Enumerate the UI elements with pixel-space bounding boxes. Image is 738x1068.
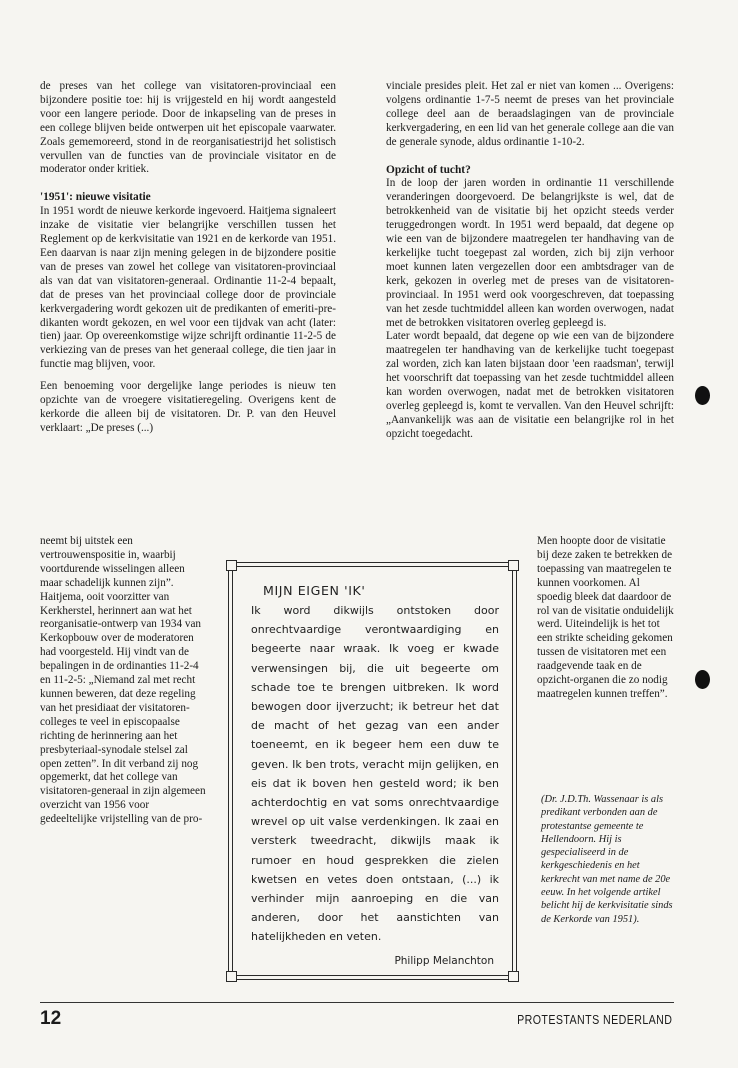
author-bio: (Dr. J.D.Th. Wassenaar is als predikant verbonden aan de protestantse gemeente te Hellendoorn. Hij is gespecialiseerd in de kerkgeschiedenis en het kerkrecht van met name de 20e eeuw. In het volgende artikel belicht hij de kerkvisitatie sinds de Kerkorde van 1951). — [541, 794, 673, 925]
page-number: 12 — [40, 1008, 62, 1029]
col2-paragraph-3-continued: Men hoopte door de visitatie bij deze zaken te betrekken de toepassing van maatregelen te kunnen voorkomen. Al spoedig bleek dat daardoor de rol van de visitatie onduidelijk werd. Uiteindelijk is het tot een strikte scheiding gekomen tussen de visitatoren met een raadgevende taak en de opzicht-organen die zo nodig maatregelen kunnen treffen”. — [537, 535, 674, 700]
binder-hole-dot-lower — [695, 670, 710, 689]
footer-rule — [40, 1002, 674, 1003]
col1-paragraph-2: In 1951 wordt de nieuwe kerkorde ingevoerd. Haitjema signaleert inzake de visitatie vier belangrijke verschillen tussen het Reglement op de kerkvisitatie van 1921 en de kerkorde van 1951. Een daarvan is naar zijn mening gelegen in de bijzondere positie van de preses van zowel het college van visitatoren-provinciaal als van dat van visitatoren-generaal. Ordinantie 11-2-4 bepaalt, dat de preses van het provinciaal college door de provinciale kerkvergadering wordt gekozen uit de predikanten of emeriti-predikanten wordt gekozen, en wel voor een tijdvak van acht (later: tien) jaar. Op overeenkomstige wijze schrijft ordinantie 11-2-5 de verkiezing van de preses van het generaal college, die tien jaar in functie mag blijven, voor. — [40, 205, 336, 371]
col2-paragraph-1: vinciale presides pleit. Het zal er niet van komen ... Overigens: volgens ordinantie 1-7-5 neemt de preses van het provinciale college deel aan de beraadslagingen van de provinciale kerkvergadering, en een lid van het generale college aan die van de generale synode, aldus ordinantie 1-10-2. — [386, 80, 674, 148]
col1-heading: '1951': nieuwe visitatie — [40, 191, 151, 204]
column-right — [386, 80, 674, 442]
column-right-narrow — [537, 535, 674, 702]
col2-paragraph-3: Later wordt bepaald, dat degene op wie een van de bijzondere maatregelen ter handhaving van de kerkelijke tucht toegepast zal worden, zich kan laten bijstaan door 'een raadsman', terwijl het voorschrift dat toepassing van het zesde tuchtmiddel alleen kan worden overwogen, nadat met de betrokken visitatoren overleg gepleegd is, komt te vervallen. Van den Heuvel schrijft: „Aanvankelijk was aan de visitatie een belangrijke rol in het opzicht toegedacht. — [386, 330, 674, 440]
binder-hole-dot-upper — [695, 386, 710, 405]
col2-paragraph-2: In de loop der jaren worden in ordinantie 11 verschillende veranderingen doorgevoerd. De belangrijkste is wel, dat de betrokkenheid van de visitatie bij het opzicht steeds verder teruggedrongen wordt. In 1951 werd bepaald, dat degene op wie een van de bijzondere maatregelen ter handhaving van de kerkelijke tucht toegepast zal worden, zich bij zijn verhoor moet kunnen laten vergezellen door een ambtsdrager van de kerk, gekozen in overleg met de preses van de visitatoren-provinciaal. In 1951 werd ook voorgeschreven, dat toepassing van het zesde tuchtmiddel alleen kan worden overwogen, nadat met de betrokken visitatoren overleg gepleegd is. — [386, 177, 674, 329]
col2-heading: Opzicht of tucht? — [386, 163, 471, 176]
corner-ornament-tl — [226, 560, 237, 571]
column-left — [40, 80, 336, 436]
col1-paragraph-1: de preses van het college van visitatoren-provinciaal een bijzondere positie toe: hij is vrijgesteld en hij wordt aangesteld voor een langere periode. Door de inkapseling van de preses in een college blijven beide ontwerpen uit het episcopale vaarwater. Zoals gememoreerd, stond in de reorganisatiestrijd het solistisch vervullen van de functies van de provinciale visitator en de moderator onder kritiek. — [40, 80, 336, 176]
quote-body: Ik word dikwijls ontstoken door onrechtvaardige verontwaardiging en begeerte naar wraak. Ik voeg er kwade verwensingen bij, die uit begeerte om schade toe te brengen uitbreken. Ik word bewogen door ijverzucht; ik betreur het dat de macht of het gezag van een ander toeneemt, en ik begeer hem een duw te geven. Ik ben trots, veracht mijn gelijken, en eis dat ik boven hen gesteld word; ik ben achterdochtig en vat soms onrechtvaardige wrevel op uit valse verdenkingen. Ik zaai en versterk tweedracht, dikwijls maak ik rumoer en houd gesprekken die zielen kwetsen en vetes doen ontstaan, (...) ik verhinder mijn aanroeping en die van anderen, door het aanstichten van hatelijkheden en veten. — [251, 604, 499, 944]
corner-ornament-br — [508, 971, 519, 982]
corner-ornament-tr — [508, 560, 519, 571]
quote-title: MIJN EIGEN 'IK' — [263, 583, 366, 598]
col1-paragraph-3: Een benoeming voor dergelijke lange periodes is nieuw ten opzichte van de vroegere visitatieregeling. Overigens kent de kerkorde die alleen bij de visitatoren. Dr. P. van den Heuvel verklaart: „De preses (...) — [40, 380, 336, 434]
magazine-name: PROTESTANTS NEDERLAND — [516, 1012, 672, 1027]
column-left-narrow — [40, 535, 208, 827]
col1-paragraph-3-continued: neemt bij uitstek een vertrouwenspositie in, waarbij voortdurende wisselingen alleen maar schadelijk kunnen zijn”. Haitjema, ooit voorzitter van Kerkherstel, herinnert aan wat het reorganisatie-ontwerp van 1934 van Kerkopbouw over de moderatoren had voorgesteld. Hij vindt van de bepalingen in de ordinanties 11-2-4 en 11-2-5: „Niemand zal met recht kunnen beweren, dat deze regeling van het presidiaat der visitatoren-colleges te veel in episcopaalse richting de herinnering aan het presbyteriaal-synodale stelsel zal open zetten”. In dit verband zij nog opgemerkt, dat het college van visitatoren-generaal in zijn algemeen overzicht van 1956 voor gedeeltelijke vrijstelling van de pro- — [40, 535, 206, 826]
quote-author: Philipp Melanchton — [394, 955, 494, 967]
corner-ornament-bl — [226, 971, 237, 982]
quote-box — [232, 566, 513, 976]
